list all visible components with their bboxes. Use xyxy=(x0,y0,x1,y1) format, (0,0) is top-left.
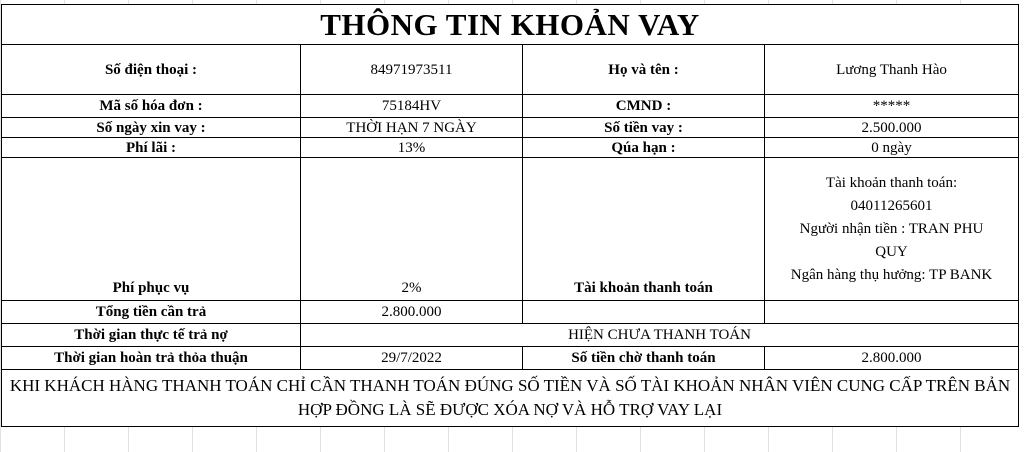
page-title: THÔNG TIN KHOẢN VAY xyxy=(2,5,1019,45)
loan-amount-value[interactable]: 2.500.000 xyxy=(765,118,1019,138)
service-fee-label: Phí phục vụ xyxy=(2,158,301,301)
actual-repay-time-value[interactable]: HIỆN CHƯA THANH TOÁN xyxy=(301,324,1019,347)
fullname-label: Họ và tên : xyxy=(523,45,765,95)
interest-value[interactable]: 13% xyxy=(301,138,523,158)
invoice-value[interactable]: 75184HV xyxy=(301,95,523,118)
account-title-line: Tài khoản thanh toán: xyxy=(825,174,958,191)
loan-info-table xyxy=(1,4,1019,427)
pending-amount-label: Số tiền chờ thanh toán xyxy=(523,347,765,370)
agreed-repay-time-value[interactable]: 29/7/2022 xyxy=(301,347,523,370)
empty-cell[interactable] xyxy=(523,301,765,324)
actual-repay-time-label: Thời gian thực tế trả nợ xyxy=(2,324,301,347)
pending-amount-value[interactable]: 2.800.000 xyxy=(765,347,1019,370)
recipient-line-cont: QUY xyxy=(875,243,908,260)
empty-cell[interactable] xyxy=(765,301,1019,324)
agreed-repay-time-label: Thời gian hoàn trả thỏa thuận xyxy=(2,347,301,370)
payment-note: KHI KHÁCH HÀNG THANH TOÁN CHỈ CẦN THANH TOÁN ĐÚNG SỐ TIỀN VÀ SỐ TÀI KHOẢN NHÂN VIÊN CUNG CẤP TRÊN BẢN HỢP ĐỒNG LÀ SẼ ĐƯỢC XÓA NỢ VÀ HỖ TRỢ VAY LẠI xyxy=(2,370,1019,427)
phone-label: Số điện thoại : xyxy=(2,45,301,95)
payment-account-label: Tài khoản thanh toán xyxy=(523,158,765,301)
total-due-label: Tổng tiền cần trả xyxy=(2,301,301,324)
loan-amount-label: Số tiền vay : xyxy=(523,118,765,138)
overdue-value[interactable]: 0 ngày xyxy=(765,138,1019,158)
fullname-value[interactable]: Lương Thanh Hào xyxy=(765,45,1019,95)
overdue-label: Qúa hạn : xyxy=(523,138,765,158)
cmnd-label: CMND : xyxy=(523,95,765,118)
total-due-value[interactable]: 2.800.000 xyxy=(301,301,523,324)
loan-days-label: Số ngày xin vay : xyxy=(2,118,301,138)
recipient-line: Người nhận tiền : TRAN PHU xyxy=(799,220,984,237)
account-number: 04011265601 xyxy=(850,197,933,214)
loan-days-value[interactable]: THỜI HẠN 7 NGÀY xyxy=(301,118,523,138)
invoice-label: Mã số hóa đơn : xyxy=(2,95,301,118)
cmnd-value[interactable]: ***** xyxy=(765,95,1019,118)
bank-line: Ngân hàng thụ hưởng: TP BANK xyxy=(790,266,993,283)
phone-value[interactable]: 84971973511 xyxy=(301,45,523,95)
service-fee-value[interactable]: 2% xyxy=(301,158,523,301)
interest-label: Phí lãi : xyxy=(2,138,301,158)
payment-account-details[interactable] xyxy=(765,158,1019,301)
